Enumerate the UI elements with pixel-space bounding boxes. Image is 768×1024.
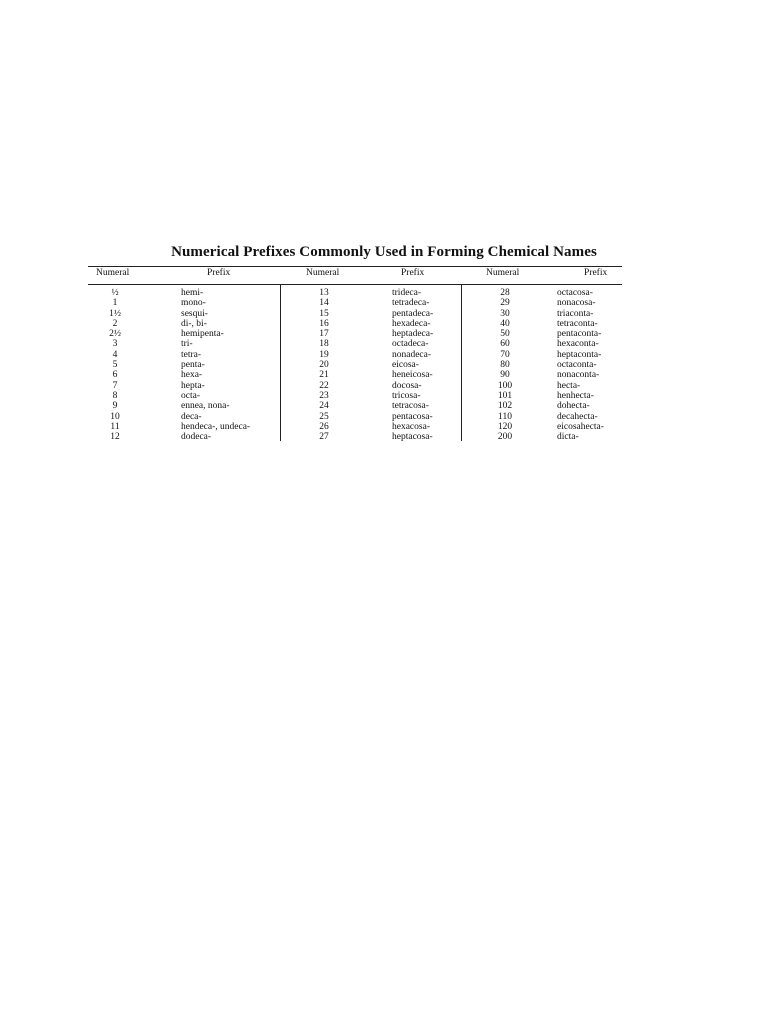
prefix-cell: tetra- [181,349,202,360]
prefix-cell: dohecta- [557,401,590,412]
column-header-prefix-3: Prefix [584,268,608,278]
numeral-cell: 13 [319,288,329,298]
column-divider [280,284,281,441]
prefix-cell: dicta- [557,432,579,443]
numeral-column-2 [309,288,339,442]
prefix-cell: nonaconta- [557,370,600,381]
prefix-cell: hexaconta- [557,339,599,350]
numeral-cell: 30 [500,308,510,319]
prefix-cell: heptaconta- [557,349,602,360]
prefix-cell: ennea, nona- [181,401,230,412]
table-top-rule [88,266,622,267]
numeral-cell: 1 [112,298,118,309]
column-divider [461,284,462,441]
prefix-cell: hexadeca- [392,318,431,329]
column-header-prefix-2: Prefix [401,268,425,278]
numeral-cell: 17 [319,329,329,340]
numeral-cell: 10 [110,411,120,422]
prefix-cell: hepta- [181,380,205,391]
prefix-cell: pentacosa- [392,411,433,422]
numeral-cell: 29 [500,298,510,309]
prefix-cell: octa- [181,390,200,401]
prefix-cell: penta- [181,360,205,371]
numeral-cell: ½ [111,288,119,298]
prefix-cell: octacosa- [557,288,593,298]
numeral-cell: 11 [110,421,120,432]
numeral-cell: 4 [112,349,118,360]
numeral-cell: 50 [500,329,510,340]
prefix-cell: tri- [181,339,193,350]
prefix-cell: dodeca- [181,432,212,443]
numeral-cell: 25 [319,411,329,422]
numeral-cell: 22 [319,380,329,391]
prefix-cell: hendeca-, undeca- [181,421,251,432]
prefix-cell: mono- [181,298,206,309]
numeral-cell: 200 [497,432,513,443]
prefix-cell: eicosa- [392,360,419,371]
numeral-cell: 60 [500,339,510,350]
prefix-cell: heptacosa- [392,432,433,443]
numeral-cell: 9 [112,401,118,412]
prefix-cell: di-, bi- [181,318,207,329]
prefix-cell: tetraconta- [557,318,598,329]
numeral-cell: 7 [112,380,118,391]
numeral-cell: 70 [500,349,510,360]
numeral-cell: 23 [319,390,329,401]
numeral-cell: 27 [319,432,329,443]
numeral-cell: 24 [319,401,329,412]
prefix-cell: hemipenta- [181,329,224,340]
column-header-numeral-3: Numeral [486,268,520,278]
prefix-cell: sesqui- [181,308,208,319]
prefix-cell: trideca- [392,288,422,298]
prefix-cell: hexacosa- [392,421,430,432]
numeral-cell: 26 [319,421,329,432]
numeral-cell: 16 [319,318,329,329]
table-header-rule [88,284,622,285]
numeral-cell: 2 [112,318,118,329]
prefix-cell: heptadeca- [392,329,434,340]
column-header-numeral-1: Numeral [96,268,130,278]
numeral-cell: 28 [500,288,510,298]
numeral-cell: 5 [112,360,118,371]
numeral-cell: 101 [497,390,513,401]
prefix-column-1 [181,288,276,442]
numeral-cell: 8 [112,390,118,401]
prefix-column-3 [557,288,623,442]
column-header-numeral-2: Numeral [306,268,340,278]
numeral-cell: 110 [498,411,512,422]
numeral-column-3 [490,288,520,442]
numeral-cell: 1½ [109,308,121,319]
numeral-cell: 102 [497,401,513,412]
prefix-cell: pentaconta- [557,329,602,340]
numeral-column-1 [100,288,130,442]
prefix-cell: deca- [181,411,202,422]
numeral-cell: 18 [319,339,329,350]
numeral-cell: 120 [497,421,513,432]
prefix-cell: henhecta- [557,390,594,401]
numeral-cell: 90 [500,370,510,381]
prefix-cell: docosa- [392,380,422,391]
prefix-cell: nonadeca- [392,349,432,360]
numeral-cell: 12 [110,432,120,443]
prefix-cell: tetracosa- [392,401,429,412]
numeral-cell: 6 [112,370,118,381]
prefix-cell: nonacosa- [557,298,596,309]
numeral-cell: 15 [319,308,329,319]
column-header-prefix-1: Prefix [207,268,231,278]
numeral-cell: 100 [497,380,513,391]
table-title: Numerical Prefixes Commonly Used in Forming Chemical Names [171,244,597,260]
prefix-cell: hecta- [557,380,581,391]
prefix-cell: hexa- [181,370,203,381]
numeral-cell: 20 [319,360,329,371]
prefix-cell: octadeca- [392,339,429,350]
numeral-cell: 2½ [109,329,121,340]
numeral-cell: 19 [319,349,329,360]
prefix-cell: tricosa- [392,390,421,401]
prefix-cell: pentadeca- [392,308,434,319]
numeral-cell: 21 [319,370,329,381]
prefix-cell: hemi- [181,288,204,298]
prefix-cell: eicosahecta- [557,421,604,432]
prefix-column-2 [392,288,460,442]
prefix-cell: heneicosa- [392,370,433,381]
numeral-cell: 3 [112,339,118,350]
prefix-cell: octaconta- [557,360,597,371]
prefix-cell: tetradeca- [392,298,430,309]
numeral-cell: 14 [319,298,329,309]
numeral-cell: 40 [500,318,510,329]
prefix-cell: decahecta- [557,411,598,422]
prefix-cell: triaconta- [557,308,594,319]
numeral-cell: 80 [500,360,510,371]
